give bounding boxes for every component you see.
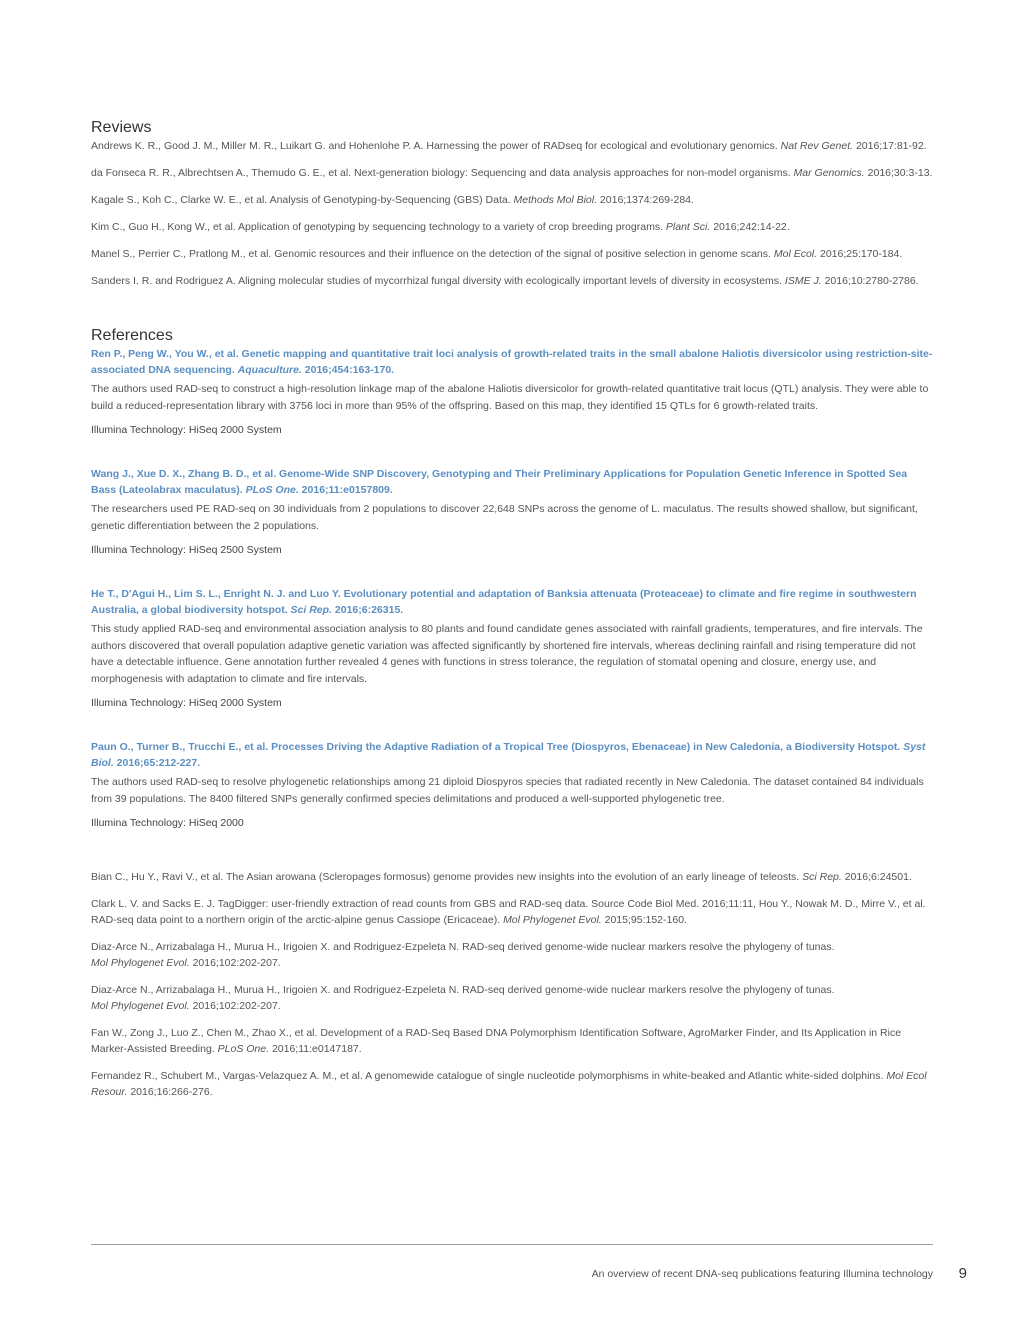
- review-item: Kim C., Guo H., Kong W., et al. Application of genotyping by sequencing technology to a variety of crop breeding programs. Plant Sci. 2016;242:14-22.: [91, 221, 790, 233]
- additional-reference-item: Diaz-Arce N., Arrizabalaga H., Murua H., Irigoien X. and Rodriguez-Ezpeleta N. RAD-seq derived genome-wide nuclear markers resolve the phylogeny of tunas. Mol Phylogenet Evol. 2016;102:202-207.: [91, 984, 835, 1012]
- reviews-heading: Reviews: [91, 119, 152, 136]
- reference-entry: [91, 466, 933, 558]
- reference-title-link[interactable]: He T., D'Agui H., Lim S. L., Enright N. J. and Luo Y. Evolutionary potential and adaptation of Banksia attenuata (Proteaceae) to climate and fire regime in southwestern Australia, a global biodiversity hotspot. Sci Rep. 2016;6:26315.: [91, 588, 917, 616]
- reference-summary: The authors used RAD-seq to construct a high-resolution linkage map of the abalone Haliotis diversicolor for growth-related quantitative trait locus (QTL) analysis. They were able to build a reduced-representation library with 3756 loci in more than 95% of the offspring. Based on this map, they identified 15 QTLs for 6 growth-related traits.: [91, 383, 929, 412]
- review-item: Andrews K. R., Good J. M., Miller M. R., Luikart G. and Hohenlohe P. A. Harnessing the power of RADseq for ecological and evolutionary genomics. Nat Rev Genet. 2016;17:81-92.: [91, 140, 927, 152]
- references-heading: References: [91, 327, 173, 344]
- reviews-section: [91, 118, 933, 289]
- page-content: [91, 118, 933, 1111]
- reference-title-link[interactable]: Wang J., Xue D. X., Zhang B. D., et al. Genome-Wide SNP Discovery, Genotyping and Their Preliminary Applications for Population Genetic Inference in Spotted Sea Bass (Lateolabrax maculatus). PLoS One. 2016;11:e0157809.: [91, 468, 908, 496]
- additional-reference-item: Clark L. V. and Sacks E. J. TagDigger: user-friendly extraction of read counts from GBS and RAD-seq data. Source Code Biol Med. 2016;11:11, Hou Y., Nowak M. D., Mirre V., et al. RAD-seq data point to a northern origin of the arctic-alpine genus Cassiope (Ericaceae). Mol Phylogenet Evol. 2015;95:152-160.: [91, 898, 926, 926]
- review-item: Sanders I. R. and Rodriguez A. Aligning molecular studies of mycorrhizal fungal diversity with ecologically important levels of diversity in ecosystems. ISME J. 2016;10:2780-2786.: [91, 275, 919, 287]
- footer-divider: [91, 1244, 933, 1245]
- reference-summary: The authors used RAD-seq to resolve phylogenetic relationships among 21 diploid Diospyros species that radiated recently in New Caledonia. The dataset contained 84 individuals from 39 populations. The 8400 filtered SNPs generally confirmed species delimitations and produced a well-supported phylogenetic tree.: [91, 776, 924, 805]
- additional-references-section: [91, 869, 933, 1100]
- additional-reference-item: Fernandez R., Schubert M., Vargas-Velazquez A. M., et al. A genomewide catalogue of single nucleotide polymorphisms in white-beaked and Atlantic white-sided dolphins. Mol Ecol Resour. 2016;16:266-276.: [91, 1070, 927, 1098]
- reference-technology: Illumina Technology: HiSeq 2000: [91, 817, 244, 829]
- reference-entry: [91, 586, 933, 711]
- reference-technology: Illumina Technology: HiSeq 2000 System: [91, 697, 282, 709]
- reference-entry: [91, 346, 933, 438]
- review-item: Manel S., Perrier C., Pratlong M., et al. Genomic resources and their influence on the detection of the signal of positive selection in genome scans. Mol Ecol. 2016;25:170-184.: [91, 248, 903, 260]
- additional-reference-item: Diaz-Arce N., Arrizabalaga H., Murua H., Irigoien X. and Rodriguez-Ezpeleta N. RAD-seq derived genome-wide nuclear markers resolve the phylogeny of tunas. Mol Phylogenet Evol. 2016;102:202-207.: [91, 941, 835, 969]
- reference-technology: Illumina Technology: HiSeq 2500 System: [91, 544, 282, 556]
- footer-text: An overview of recent DNA-seq publications featuring Illumina technology: [591, 1268, 933, 1280]
- reference-summary: This study applied RAD-seq and environmental association analysis to 80 plants and found candidate genes associated with rainfall gradients, temperatures, and fire intervals. The authors discovered that overall population adaptive genetic variation was affected significantly by shortened fire intervals, whereas declining rainfall and rising temperature did not have a detectable influence. Gene annotation further revealed 4 genes with functions in stress tolerance, the regulation of stomatal opening and closure, energy use, and morphogenesis with adaptation to climate and fire intervals.: [91, 623, 923, 685]
- reference-title-link[interactable]: Ren P., Peng W., You W., et al. Genetic mapping and quantitative trait loci analysis of growth-related traits in the small abalone Haliotis diversicolor using restriction-site-associated DNA sequencing. Aquaculture. 2016;454:163-170.: [91, 348, 933, 376]
- reference-entry: [91, 739, 933, 831]
- reference-technology: Illumina Technology: HiSeq 2000 System: [91, 424, 282, 436]
- reference-summary: The researchers used PE RAD-seq on 30 individuals from 2 populations to discover 22,648 SNPs across the genome of L. maculatus. The results showed shallow, but significant, genetic differentiation between the 2 populations.: [91, 503, 918, 532]
- reference-title-link[interactable]: Paun O., Turner B., Trucchi E., et al. Processes Driving the Adaptive Radiation of a Tropical Tree (Diospyros, Ebenaceae) in New Caledonia, a Biodiversity Hotspot. Syst Biol. 2016;65:212-227.: [91, 741, 926, 769]
- page-number: 9: [958, 1265, 967, 1282]
- additional-reference-item: Bian C., Hu Y., Ravi V., et al. The Asian arowana (Scleropages formosus) genome provides new insights into the evolution of an early lineage of teleosts. Sci Rep. 2016;6:24501.: [91, 871, 912, 883]
- review-item: da Fonseca R. R., Albrechtsen A., Themudo G. E., et al. Next-generation biology: Sequencing and data analysis approaches for non-model organisms. Mar Genomics. 2016;30:3-13.: [91, 167, 933, 179]
- review-item: Kagale S., Koh C., Clarke W. E., et al. Analysis of Genotyping-by-Sequencing (GBS) Data. Methods Mol Biol. 2016;1374:269-284.: [91, 194, 694, 206]
- references-section: [91, 326, 933, 831]
- additional-reference-item: Fan W., Zong J., Luo Z., Chen M., Zhao X., et al. Development of a RAD-Seq Based DNA Polymorphism Identification Software, AgroMarker Finder, and Its Application in Rice Marker-Assisted Breeding. PLoS One. 2016;11:e0147187.: [91, 1027, 902, 1055]
